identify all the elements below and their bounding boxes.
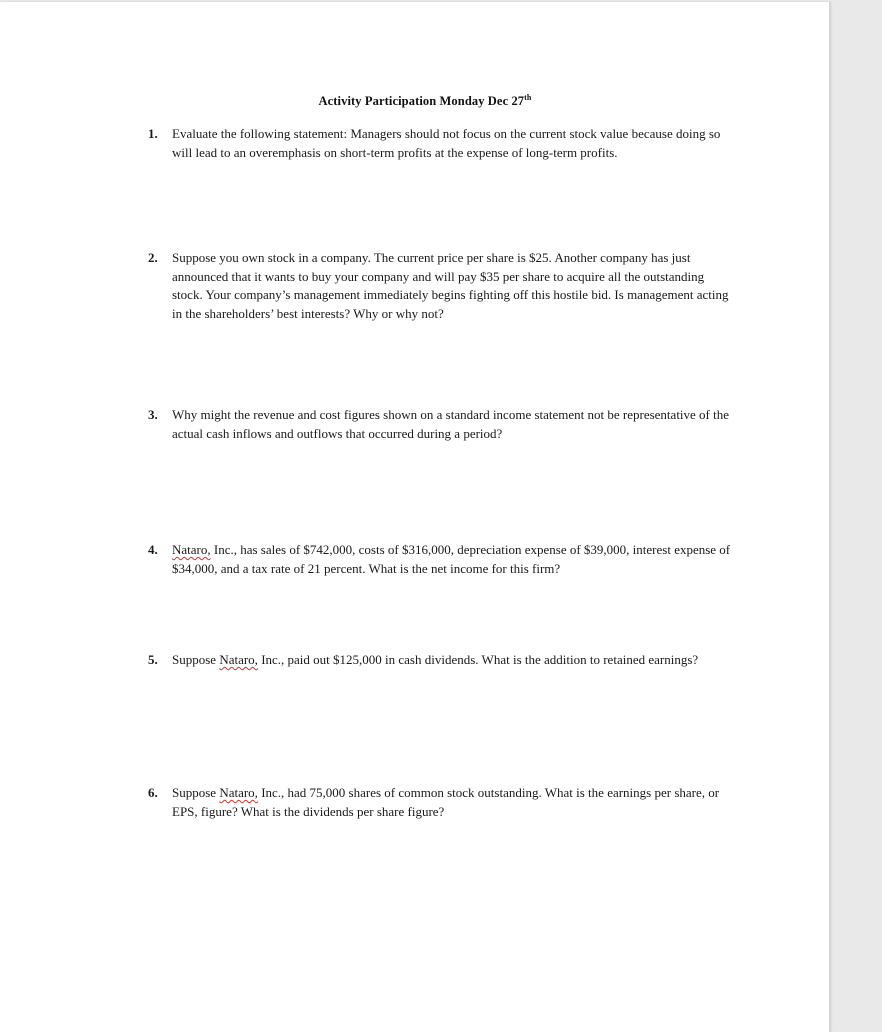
title-superscript: th [524,93,532,102]
question-number: 5. [148,652,158,667]
question-3 [148,406,738,443]
question-2 [148,249,738,323]
question-5 [148,651,738,670]
spellcheck-flagged-word[interactable]: Nataro, [219,785,258,800]
question-number: 2. [148,250,158,265]
question-number: 3. [148,407,158,422]
spellcheck-flagged-word[interactable]: Nataro, [172,542,211,557]
question-text [172,541,738,578]
question-number: 1. [148,126,158,141]
spellcheck-flagged-word[interactable]: Nataro, [219,652,258,667]
question-text-prefix: Suppose [172,785,220,800]
document-page [0,2,830,1032]
question-number: 4. [148,542,158,557]
question-text: Evaluate the following statement: Managers should not focus on the current stock value because doing so will lead to an overemphasis on short-term profits at the expense of long-term profits. [172,126,721,160]
question-4 [148,541,738,578]
question-text-prefix: Suppose [172,652,220,667]
question-text [172,784,738,821]
question-6 [148,784,738,821]
question-text: Why might the revenue and cost figures shown on a standard income statement not be representative of the actual cash inflows and outflows that occurred during a period? [172,407,730,441]
question-text: Suppose you own stock in a company. The current price per share is $25. Another company has just announced that it wants to buy your company and will pay $35 per share to acquire all the outstanding stock. Your company’s management immediately begins fighting off this hostile bid. Is management acting in the shareholders’ best interests? Why or why not? [172,250,729,321]
question-1 [148,125,738,162]
document-title [0,94,850,109]
title-text: Activity Participation Monday Dec 27 [318,94,525,108]
question-text [172,651,738,670]
question-text-suffix: Inc., had 75,000 shares of common stock outstanding. What is the earnings per share, or EPS, figure? What is the dividends per share figure? [172,785,720,819]
question-text-suffix: Inc., paid out $125,000 in cash dividends. What is the addition to retained earnings? [257,652,699,667]
question-text-suffix: Inc., has sales of $742,000, costs of $316,000, depreciation expense of $39,000, interest expense of $34,000, and a tax rate of 21 percent. What is the net income for this firm? [172,542,731,576]
question-number: 6. [148,785,158,800]
